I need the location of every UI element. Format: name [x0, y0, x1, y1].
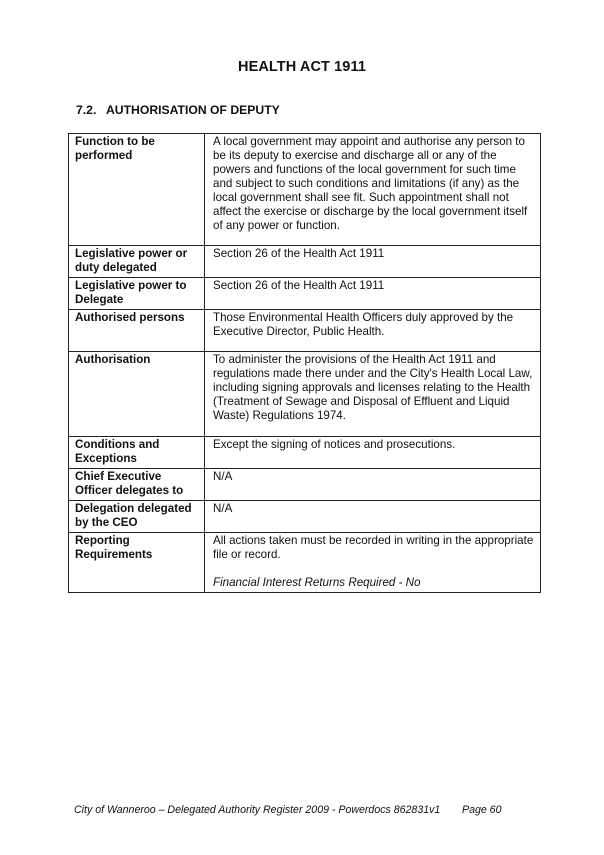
row-label: Delegation delegated by the CEO — [69, 501, 205, 533]
row-label: Chief Executive Officer delegates to — [69, 469, 205, 501]
financial-interest-note: Financial Interest Returns Required - No — [213, 576, 421, 589]
table-row — [69, 533, 541, 593]
page-number: Page 60 — [462, 804, 502, 816]
row-label: Legislative power or duty delegated — [69, 246, 205, 278]
document-title: HEALTH ACT 1911 — [238, 59, 366, 75]
row-value: To administer the provisions of the Health Act 1911 and regulations made there under and the City's Health Local Law, including signing approvals and licenses relating to the Health (Treatment of Sewage and Disposal of Effluent and Liquid Waste) Regulations 1974. — [205, 352, 541, 437]
footer-text: City of Wanneroo – Delegated Authority Register 2009 - Powerdocs 862831v1 — [74, 804, 441, 816]
reporting-text: All actions taken must be recorded in writing in the appropriate file or record. — [213, 534, 534, 561]
row-label: Reporting Requirements — [69, 533, 205, 593]
row-label: Authorisation — [69, 352, 205, 437]
table-row — [69, 134, 541, 246]
section-heading — [76, 103, 280, 117]
section-number: 7.2. — [76, 103, 97, 117]
row-value: A local government may appoint and authorise any person to be its deputy to exercise and discharge all or any of the powers and functions of the local government for such time and subject to such conditions and limitations (if any) as the local government shall see fit. Such appointment shall not affect the exercise or discharge by the local government itself of any power or function. — [205, 134, 541, 246]
row-value: Those Environmental Health Officers duly approved by the Executive Director, Public Health. — [205, 310, 541, 352]
row-label: Conditions and Exceptions — [69, 437, 205, 469]
row-value: Section 26 of the Health Act 1911 — [205, 246, 541, 278]
row-value: Section 26 of the Health Act 1911 — [205, 278, 541, 310]
section-title: AUTHORISATION OF DEPUTY — [106, 103, 280, 117]
delegation-table — [68, 133, 541, 593]
row-label: Legislative power to Delegate — [69, 278, 205, 310]
table-row — [69, 246, 541, 278]
row-label: Authorised persons — [69, 310, 205, 352]
row-label: Function to be performed — [69, 134, 205, 246]
row-value: N/A — [205, 469, 541, 501]
row-value — [205, 533, 541, 593]
table-row — [69, 278, 541, 310]
page-footer — [74, 804, 502, 816]
table-row — [69, 501, 541, 533]
table-row — [69, 310, 541, 352]
row-value: Except the signing of notices and prosecutions. — [205, 437, 541, 469]
row-value: N/A — [205, 501, 541, 533]
table-row — [69, 469, 541, 501]
table-row — [69, 352, 541, 437]
table-row — [69, 437, 541, 469]
